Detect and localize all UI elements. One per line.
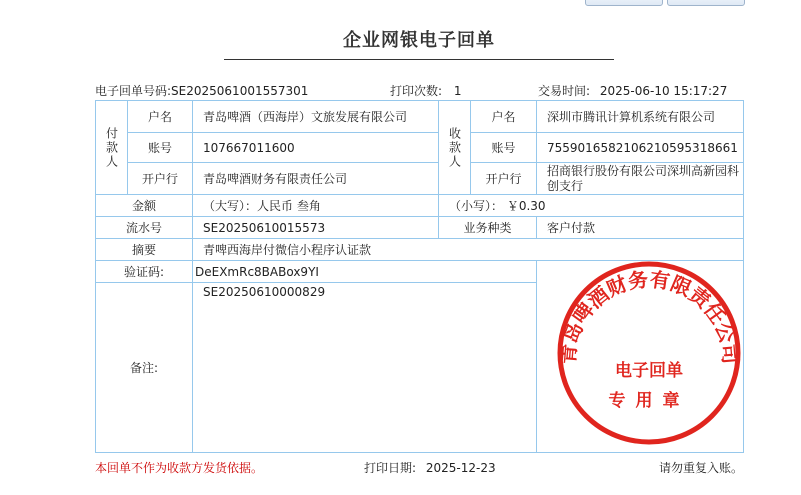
amount-upper: （大写）：人民币 叁角 [192,194,439,217]
amount-lower: （小写）： ￥0.30 [438,194,744,217]
print-count-row [390,82,462,99]
payee-bank-label: 开户行 [470,162,537,195]
page-title: 企业网银电子回单 [343,30,495,51]
footer-notice: 请勿重复入账。 [659,461,744,475]
top-toolbar-button-print[interactable] [585,0,663,6]
amount-label: 金额 [95,194,193,217]
payer-bank: 青岛啤酒财务有限责任公司 [192,162,439,195]
print-count-label: 打印次数: [390,84,443,98]
trade-time-label: 交易时间: [538,84,591,98]
print-date-label: 打印日期: [364,461,417,475]
seal-line1: 电子回单 [615,361,683,381]
payee-name: 深圳市腾讯计算机系统有限公司 [536,100,744,133]
print-date: 2025-12-23 [425,461,496,475]
remark-label: 备注: [95,282,193,453]
receipt-number: SE2025061001557301 [171,84,309,98]
payer-name-label: 户名 [127,100,193,133]
receipt-number-row [95,82,308,99]
payer-account: 107667011600 [192,132,439,163]
title-underline [224,59,614,60]
payee-account-label: 账号 [470,132,537,163]
company-seal [554,258,744,448]
trade-time-row [538,82,727,99]
payee-bank: 招商银行股份有限公司深圳高新园科创支行 [536,162,744,195]
payer-bank-label: 开户行 [127,162,193,195]
business-type: 客户付款 [536,216,744,239]
payer-account-label: 账号 [127,132,193,163]
verify-code-label: 验证码: [95,260,193,283]
receipt-number-label: 电子回单号码: [95,84,172,98]
print-count: 1 [453,84,462,98]
serial-label: 流水号 [95,216,193,239]
print-date-row [364,459,496,476]
remark-value: SE20250610000829 [192,282,537,453]
business-type-label: 业务种类 [438,216,537,239]
top-toolbar-button-close[interactable] [667,0,745,6]
trade-time: 2025-06-10 15:17:27 [599,84,728,98]
seal-arc-text: 青岛啤酒财务有限责任公司 [555,267,743,365]
footer-warning: 本回单不作为收款方发货依据。 [95,461,264,475]
payer-name: 青岛啤酒（西海岸）文旅发展有限公司 [192,100,439,133]
seal-line2: 专用章 [608,391,690,411]
payee-account: 755901658210621059531866​1 [536,132,744,163]
payee-name-label: 户名 [470,100,537,133]
verify-code: DeEXmRc8BABox9YI [192,260,537,283]
serial-number: SE20250610015573 [192,216,439,239]
summary-label: 摘要 [95,238,193,261]
payer-group-label: 付款人 [95,100,128,195]
summary-value: 青啤西海岸付微信小程序认证款 [192,238,744,261]
payee-group-label: 收款人 [438,100,471,195]
